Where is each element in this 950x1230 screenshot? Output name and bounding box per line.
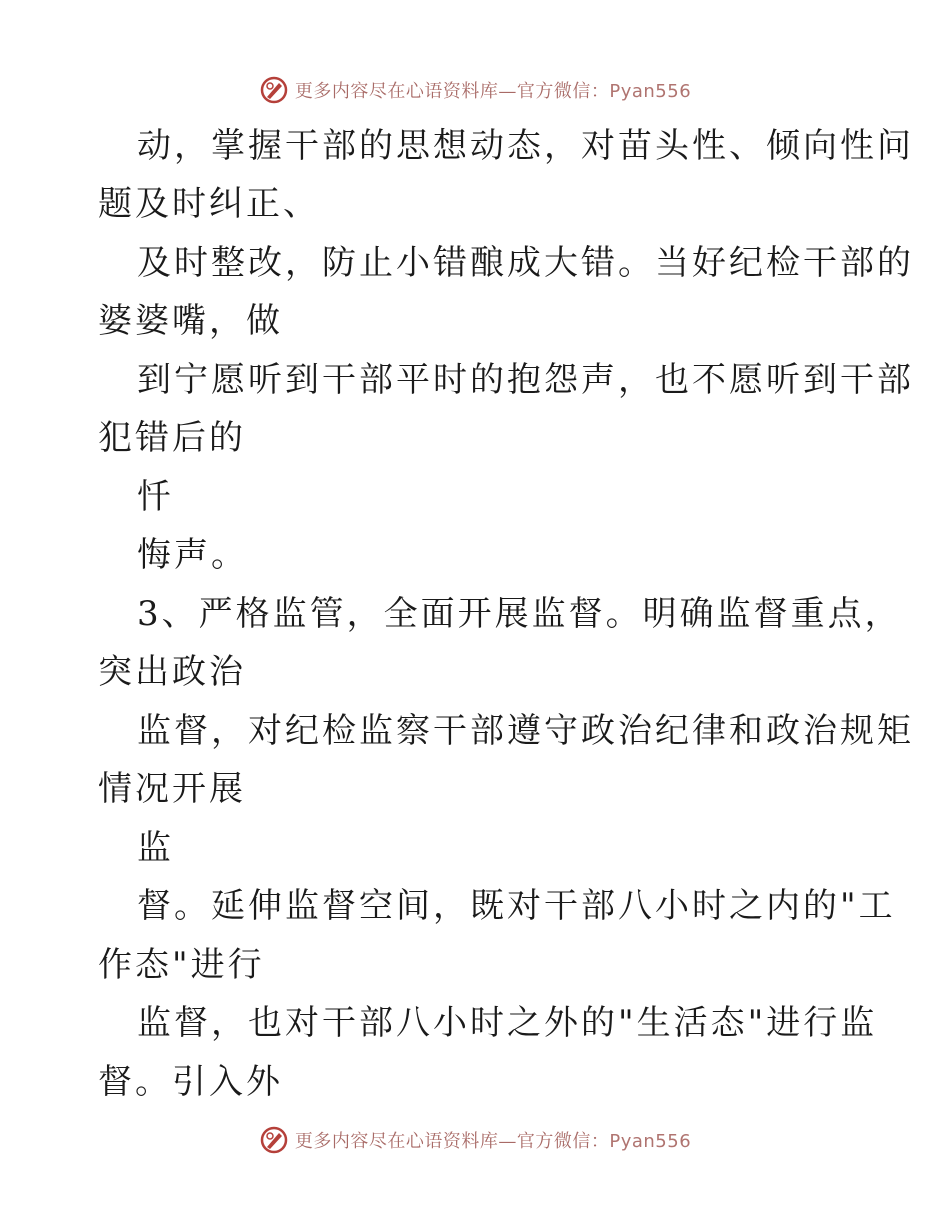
text-line: 突出政治 xyxy=(98,652,246,692)
header-wechat-id: Pyan556 xyxy=(609,81,692,102)
text-line: 犯错后的 xyxy=(98,418,246,458)
footer-banner xyxy=(0,1120,950,1160)
text-line: 及时整改，防止小错酿成大错。当好纪检干部的 xyxy=(137,243,914,283)
text-line: 到宁愿听到干部平时的抱怨声，也不愿听到干部 xyxy=(137,360,914,400)
footer-wechat-id: Pyan556 xyxy=(609,1131,692,1152)
text-line: 动，掌握干部的思想动态，对苗头性、倾向性问 xyxy=(137,126,914,166)
text-line: 悔声。 xyxy=(137,535,248,575)
text-line: 监 xyxy=(137,828,174,868)
footer-text xyxy=(295,1127,691,1153)
header-site-name: 更多内容尽在心语资料库 xyxy=(294,81,499,102)
footer-dash: — xyxy=(498,1131,517,1152)
text-line: 作态"进行 xyxy=(98,945,265,985)
header-wechat-label: 官方微信： xyxy=(516,81,610,102)
text-line: 情况开展 xyxy=(98,769,246,809)
footer-site-name: 更多内容尽在心语资料库 xyxy=(294,1131,499,1152)
brand-logo-icon xyxy=(259,1125,289,1155)
text-line: 督。引入外 xyxy=(98,1062,283,1102)
text-line: 3、严格监管，全面开展监督。明确监督重点， xyxy=(137,594,902,634)
text-line: 婆婆嘴，做 xyxy=(98,301,283,341)
text-line: 督。延伸监督空间，既对干部八小时之内的"工 xyxy=(137,886,896,926)
text-line: 监督，也对干部八小时之外的"生活态"进行监 xyxy=(137,1003,878,1043)
header-dash: — xyxy=(498,81,517,102)
text-line: 题及时纠正、 xyxy=(98,184,320,224)
text-line: 忏 xyxy=(137,477,174,517)
footer-wechat-label: 官方微信： xyxy=(516,1131,610,1152)
text-line: 监督，对纪检监察干部遵守政治纪律和政治规矩 xyxy=(137,711,914,751)
